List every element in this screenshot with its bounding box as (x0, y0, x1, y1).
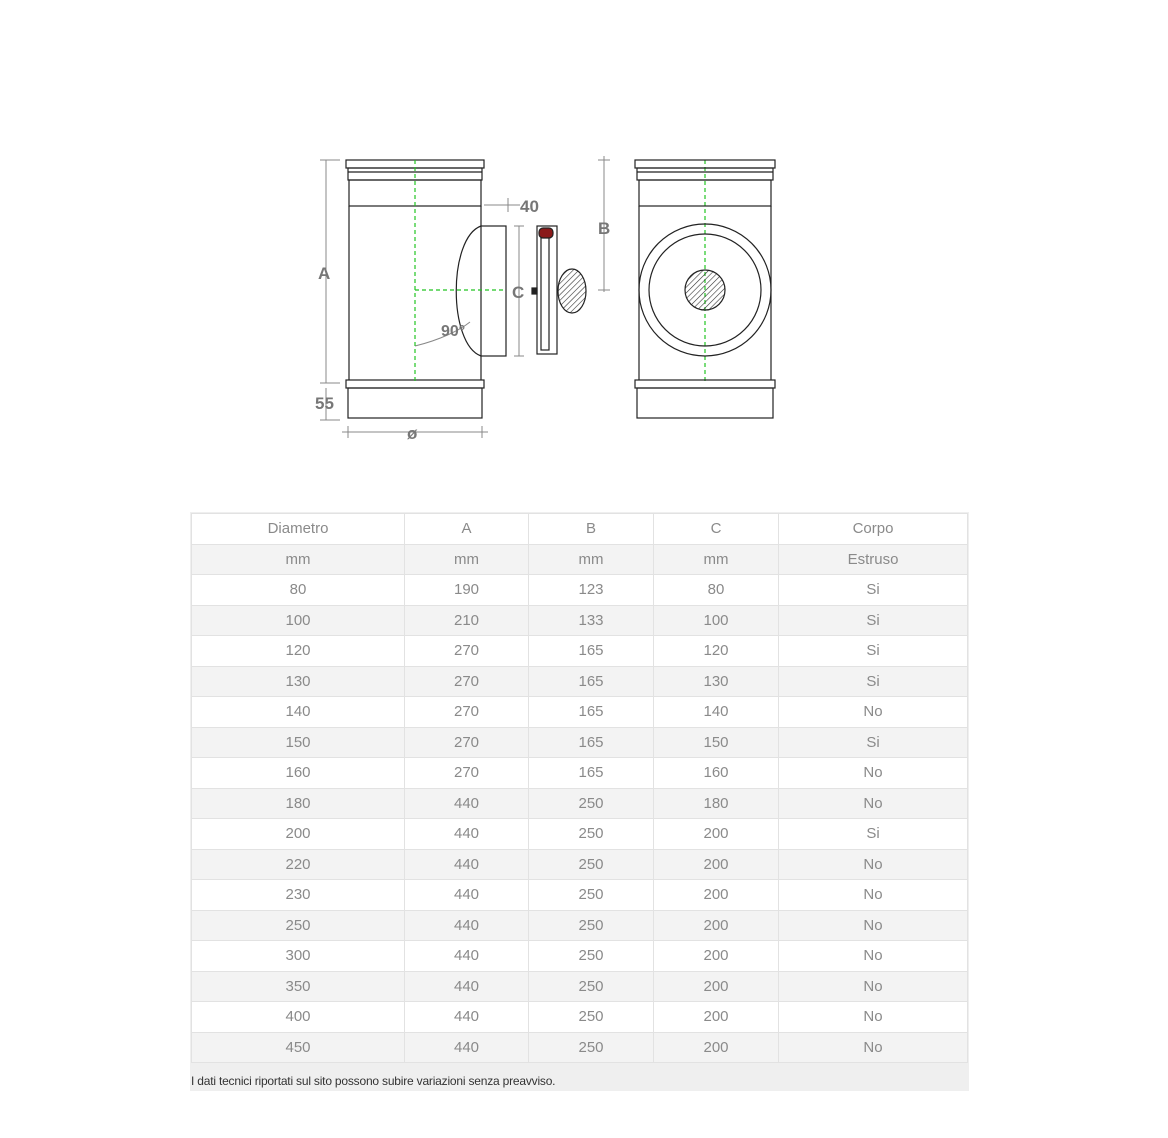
dim-diameter-label: ø (407, 424, 418, 443)
table-cell: A (405, 514, 529, 545)
dim-b-label: B (598, 219, 611, 238)
table-cell: Si (779, 727, 968, 758)
table-cell: No (779, 941, 968, 972)
table-cell: 120 (654, 636, 779, 667)
side-view (346, 160, 506, 418)
table-cell: Estruso (779, 544, 968, 575)
table-cell: 200 (654, 941, 779, 972)
table-row (192, 666, 968, 697)
table-header-row (192, 514, 968, 545)
table-cell: 450 (192, 1032, 405, 1063)
table-row (192, 910, 968, 941)
table-cell: 250 (529, 971, 654, 1002)
table-row (192, 1032, 968, 1063)
table-cell: 250 (529, 1032, 654, 1063)
table-cell: 350 (192, 971, 405, 1002)
table-row (192, 819, 968, 850)
table-cell: 200 (654, 1032, 779, 1063)
disclaimer-note: I dati tecnici riportati sul sito possono subire variazioni senza preavviso. (191, 1074, 556, 1088)
spec-table-container (190, 512, 969, 1091)
table-cell: 200 (654, 910, 779, 941)
table-cell: 165 (529, 636, 654, 667)
table-cell: 440 (405, 941, 529, 972)
table-units-row (192, 544, 968, 575)
dim-55-label: 55 (315, 394, 334, 413)
table-cell: 150 (192, 727, 405, 758)
table-cell: 190 (405, 575, 529, 606)
table-cell: 250 (529, 910, 654, 941)
table-cell: 165 (529, 697, 654, 728)
table-cell: 165 (529, 727, 654, 758)
table-cell: 130 (654, 666, 779, 697)
table-cell: 165 (529, 758, 654, 789)
table-cell: 250 (529, 819, 654, 850)
table-cell: 250 (529, 941, 654, 972)
table-cell: 230 (192, 880, 405, 911)
table-cell: 250 (529, 849, 654, 880)
table-cell: mm (192, 544, 405, 575)
table-cell: 100 (192, 605, 405, 636)
table-cell: No (779, 1032, 968, 1063)
table-cell: 180 (654, 788, 779, 819)
dim-40-label: 40 (520, 197, 539, 216)
table-cell: Si (779, 666, 968, 697)
table-cell: 200 (654, 880, 779, 911)
table-cell: 440 (405, 819, 529, 850)
table-cell: 140 (654, 697, 779, 728)
table-row (192, 727, 968, 758)
dim-c-label: C (512, 283, 525, 302)
table-cell: 270 (405, 727, 529, 758)
table-cell: 160 (654, 758, 779, 789)
table-row (192, 941, 968, 972)
table-cell: 123 (529, 575, 654, 606)
table-cell: 300 (192, 941, 405, 972)
table-cell: 270 (405, 666, 529, 697)
table-cell: 133 (529, 605, 654, 636)
table-row (192, 758, 968, 789)
table-cell: No (779, 1002, 968, 1033)
table-cell: No (779, 788, 968, 819)
table-cell: 120 (192, 636, 405, 667)
table-cell: 400 (192, 1002, 405, 1033)
table-row (192, 971, 968, 1002)
table-cell: C (654, 514, 779, 545)
table-cell: 80 (654, 575, 779, 606)
table-cell: 100 (654, 605, 779, 636)
table-cell: 440 (405, 910, 529, 941)
table-cell: Si (779, 575, 968, 606)
table-cell: 440 (405, 1032, 529, 1063)
table-cell: 250 (529, 880, 654, 911)
table-cell: 80 (192, 575, 405, 606)
table-row (192, 636, 968, 667)
table-row (192, 697, 968, 728)
table-cell: 270 (405, 697, 529, 728)
table-cell: No (779, 910, 968, 941)
table-cell: No (779, 758, 968, 789)
table-cell: No (779, 849, 968, 880)
table-cell: 150 (654, 727, 779, 758)
table-cell: No (779, 697, 968, 728)
table-cell: Diametro (192, 514, 405, 545)
table-cell: No (779, 880, 968, 911)
table-cell: 180 (192, 788, 405, 819)
technical-drawing (300, 140, 800, 450)
table-row (192, 849, 968, 880)
table-cell: 200 (192, 819, 405, 850)
table-cell: 270 (405, 636, 529, 667)
table-row (192, 788, 968, 819)
centerlines (415, 160, 705, 383)
table-cell: 270 (405, 758, 529, 789)
spec-table (191, 513, 968, 1063)
table-cell: 220 (192, 849, 405, 880)
table-cell: 440 (405, 1002, 529, 1033)
table-cell: 440 (405, 849, 529, 880)
table-row (192, 575, 968, 606)
table-cell: Corpo (779, 514, 968, 545)
table-cell: 250 (529, 788, 654, 819)
table-cell: 250 (529, 1002, 654, 1033)
table-cell: Si (779, 636, 968, 667)
table-cell: 440 (405, 880, 529, 911)
table-cell: 210 (405, 605, 529, 636)
table-cell: 440 (405, 788, 529, 819)
table-cell: 160 (192, 758, 405, 789)
inspection-cap (532, 226, 586, 354)
table-cell: mm (654, 544, 779, 575)
table-row (192, 880, 968, 911)
table-cell: 140 (192, 697, 405, 728)
table-cell: mm (529, 544, 654, 575)
table-cell: 200 (654, 971, 779, 1002)
table-cell: 130 (192, 666, 405, 697)
table-cell: 440 (405, 971, 529, 1002)
table-cell: 165 (529, 666, 654, 697)
table-row (192, 1002, 968, 1033)
table-cell: Si (779, 819, 968, 850)
table-cell: No (779, 971, 968, 1002)
table-cell: Si (779, 605, 968, 636)
angle-label: 90° (441, 323, 466, 340)
table-cell: 200 (654, 849, 779, 880)
table-cell: 250 (192, 910, 405, 941)
table-cell: B (529, 514, 654, 545)
table-row (192, 605, 968, 636)
dim-a-label: A (318, 264, 331, 283)
table-cell: 200 (654, 819, 779, 850)
table-cell: 200 (654, 1002, 779, 1033)
table-cell: mm (405, 544, 529, 575)
